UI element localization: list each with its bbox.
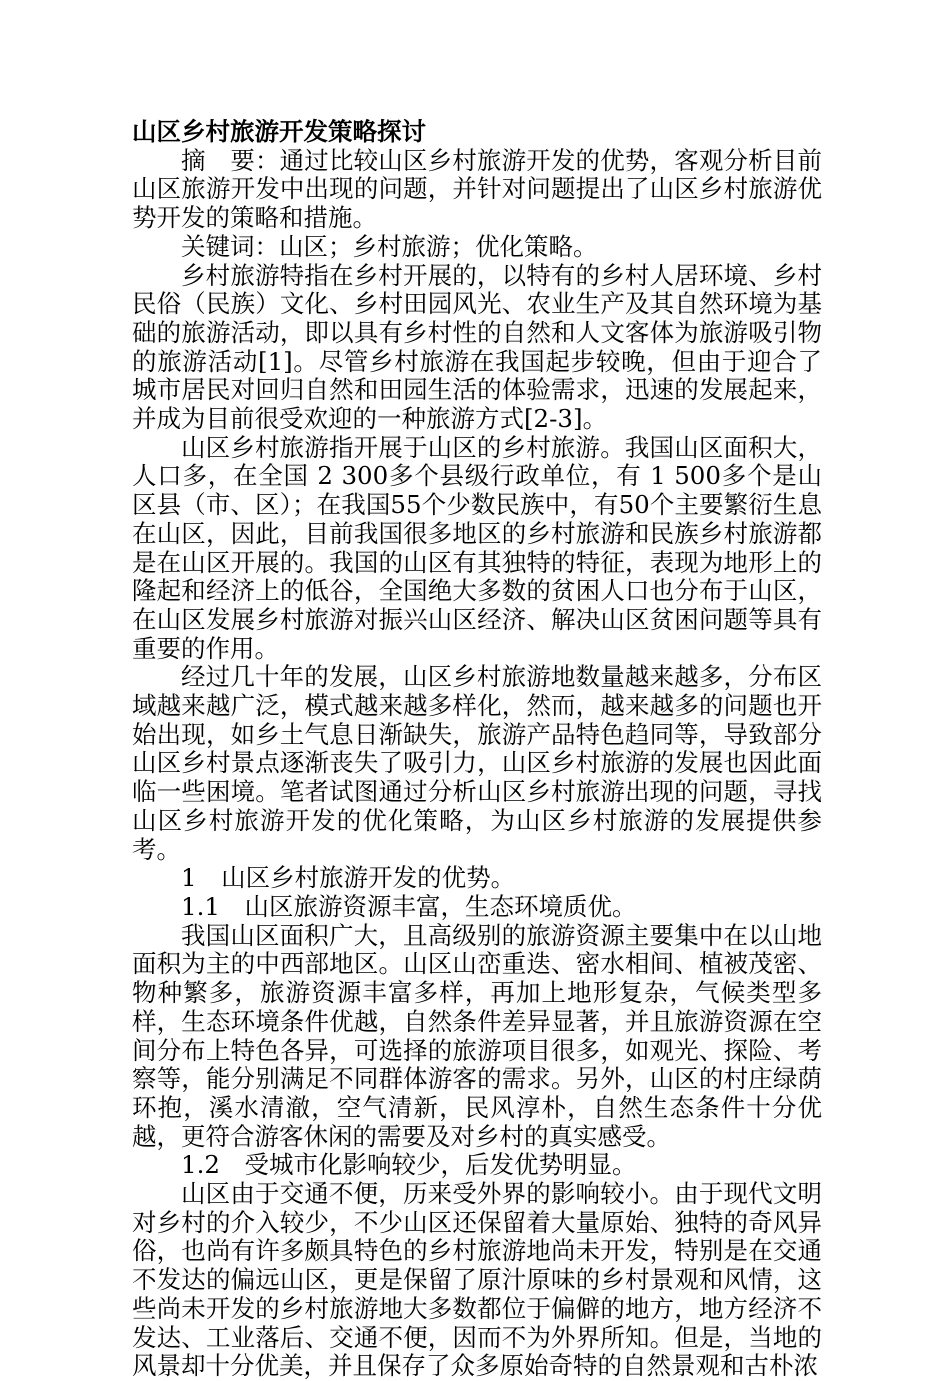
intro-paragraph-2: 山区乡村旅游指开展于山区的乡村旅游。我国山区面积大，人口多，在全国 2 300多个县级行政单位，有 1 500多个是山区县（市、区）；在我国55个少数民族中，有50个主要繁衍生息在山区，因此，目前我国很多地区的乡村旅游和民族乡村旅游都是在山区开展的。我国的山区有其独特的特征，表现为地形上的隆起和经济上的低谷，全国绝大多数的贫困人口也分布于山区，在山区发展乡村旅游对振兴山区经济、解决山区贫困问题等具有重要的作用。 (132, 432, 822, 663)
document-title: 山区乡村旅游开发策略探讨 (132, 117, 426, 146)
section-1-1-heading: 1.1 山区旅游资源丰富，生态环境质优。 (181, 891, 637, 921)
keywords-paragraph: 关键词：山区；乡村旅游；优化策略。 (181, 231, 598, 261)
document-page (132, 118, 822, 1381)
section-1-1-paragraph: 我国山区面积广大，且高级别的旅游资源主要集中在以山地面积为主的中西部地区。山区山峦重迭、密水相间、植被茂密、物种繁多，旅游资源丰富多样，再加上地形复杂，气候类型多样，生态环境条件优越，自然条件差异显著，并且旅游资源在空间分布上特色各异，可选择的旅游项目很多，如观光、探险、考察等，能分别满足不同群体游客的需求。另外，山区的村庄绿荫环抱，溪水清澈，空气清新，民风淳朴，自然生态条件十分优越，更符合游客休闲的需要及对乡村的真实感受。 (132, 920, 822, 1151)
intro-paragraph-1: 乡村旅游特指在乡村开展的，以特有的乡村人居环境、乡村民俗（民族）文化、乡村田园风光、农业生产及其自然环境为基础的旅游活动，即以具有乡村性的自然和人文客体为旅游吸引物的旅游活动[1]。尽管乡村旅游在我国起步较晚，但由于迎合了城市居民对回归自然和田园生活的体验需求，迅速的发展起来，并成为目前很受欢迎的一种旅游方式[2-3]。 (132, 260, 822, 434)
abstract-paragraph: 摘 要：通过比较山区乡村旅游开发的优势，客观分析目前山区旅游开发中出现的问题，并针对问题提出了山区乡村旅游优势开发的策略和措施。 (132, 145, 822, 233)
intro-paragraph-3: 经过几十年的发展，山区乡村旅游地数量越来越多，分布区域越来越广泛，模式越来越多样化，然而，越来越多的问题也开始出现，如乡土气息日渐缺失，旅游产品特色趋同等，导致部分山区乡村景点逐渐丧失了吸引力，山区乡村旅游的发展也因此面临一些困境。笔者试图通过分析山区乡村旅游出现的问题，寻找山区乡村旅游开发的优化策略，为山区乡村旅游的发展提供参考。 (132, 662, 822, 864)
section-1-2-heading: 1.2 受城市化影响较少，后发优势明显。 (181, 1150, 637, 1180)
section-1-heading: 1 山区乡村旅游开发的优势。 (181, 863, 516, 893)
section-1-2-paragraph: 山区由于交通不便，历来受外界的影响较小。由于现代文明对乡村的介入较少，不少山区还保留着大量原始、独特的奇风异俗，也尚有许多颇具特色的乡村旅游地尚未开发，特别是在交通不发达的偏远山区，更是保留了原汁原味的乡村景观和风情，这些尚未开发的乡村旅游地大多数都位于偏僻的地方，地方经济不发达、工业落后、交通不便，因而不为外界所知。但是，当地的风景却十分优美，并且保存了众多原始奇特的自然景观和古朴浓 (132, 1179, 822, 1381)
